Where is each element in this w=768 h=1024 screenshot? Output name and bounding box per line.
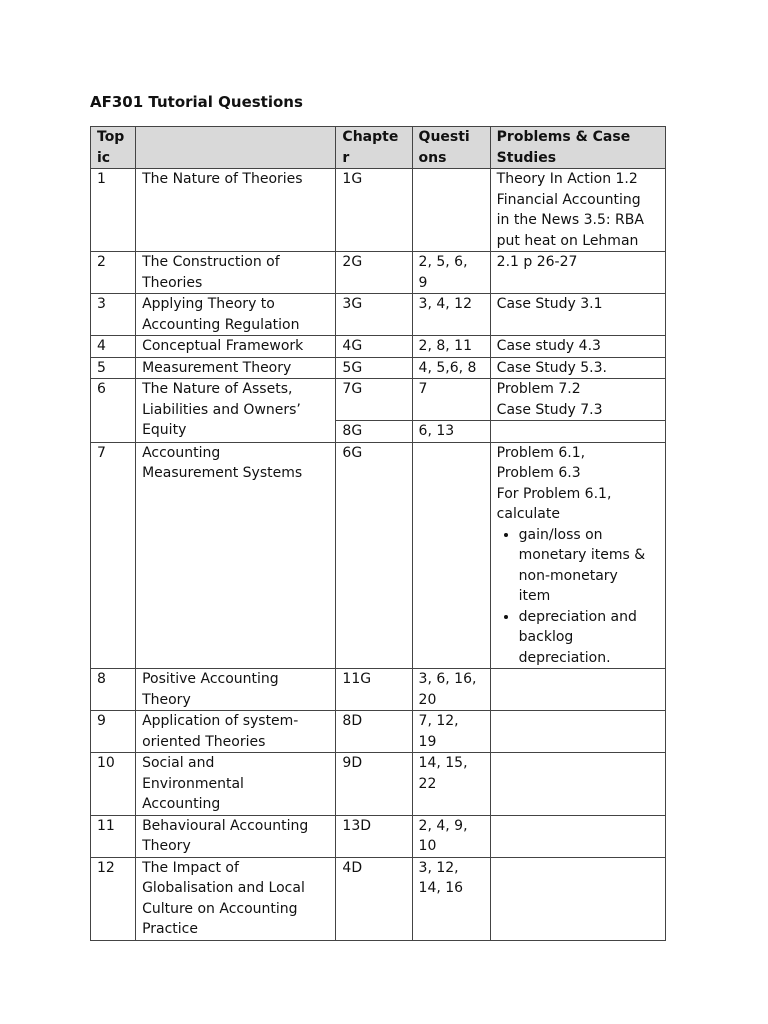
topic-name-line: Theories — [142, 274, 203, 291]
questions-line: 3, 4, 12 — [418, 296, 472, 312]
topic-name-line: Measurement Theory — [142, 359, 292, 376]
bullet-line: depreciation. — [518, 649, 611, 666]
questions-line: 3, 12, — [418, 859, 459, 876]
topic-name-cell — [136, 442, 336, 669]
questions-cell — [412, 669, 490, 711]
questions-cell — [412, 421, 490, 443]
topic-name-line: Accounting — [142, 796, 221, 812]
questions-cell — [412, 753, 490, 816]
header-name — [136, 127, 336, 169]
problems-bullet-item — [519, 525, 659, 607]
bullet-line: non-monetary — [518, 567, 618, 584]
chapter-cell: 7G — [336, 379, 412, 421]
topic-name-line: Equity — [142, 422, 187, 438]
topic-name-line: Applying Theory to — [142, 296, 275, 312]
table-header-row — [91, 127, 666, 169]
questions-line: 2, 5, 6, — [418, 254, 468, 270]
chapter-cell: 4G — [336, 336, 412, 358]
questions-line: 14, 16 — [418, 880, 464, 896]
topic-name-line: Measurement Systems — [142, 465, 303, 481]
tutorial-table — [90, 126, 666, 941]
questions-line: 20 — [418, 691, 437, 708]
questions-line: 2, 4, 9, — [418, 817, 468, 834]
table-row — [91, 169, 666, 252]
problems-line: Case study 4.3 — [496, 338, 601, 354]
questions-cell — [412, 294, 490, 336]
questions-cell — [412, 442, 490, 669]
questions-line: 6, 13 — [418, 423, 455, 439]
problems-line: For Problem 6.1, — [496, 485, 612, 502]
header-questions: Questi ons — [412, 127, 490, 169]
table-row — [91, 753, 666, 816]
topic-number-cell: 12 — [91, 857, 136, 940]
problems-line: Problem 6.1, — [496, 444, 586, 461]
topic-name-cell — [136, 753, 336, 816]
problems-cell — [490, 169, 665, 252]
header-chapter: Chapte r — [336, 127, 412, 169]
topic-name-line: Environmental — [142, 775, 244, 792]
questions-line: 7 — [418, 381, 428, 397]
questions-cell — [412, 252, 490, 294]
problems-line: in the News 3.5: RBA — [496, 212, 644, 228]
topic-number-cell: 9 — [91, 711, 136, 753]
table-row — [91, 669, 666, 711]
problems-line: Theory In Action 1.2 — [496, 171, 638, 187]
problems-cell — [490, 669, 665, 711]
questions-line: 4, 5,6, 8 — [418, 359, 477, 376]
topic-name-line: Accounting — [142, 444, 221, 461]
chapter-cell: 13D — [336, 815, 412, 857]
questions-cell — [412, 815, 490, 857]
chapter-cell: 3G — [336, 294, 412, 336]
topic-name-cell — [136, 857, 336, 940]
problems-line: calculate — [496, 506, 560, 522]
table-row — [91, 336, 666, 358]
topic-name-cell — [136, 815, 336, 857]
topic-name-line: Globalisation and Local — [142, 880, 305, 896]
topic-number-cell: 7 — [91, 442, 136, 669]
problems-cell — [490, 294, 665, 336]
questions-line: 22 — [418, 775, 437, 792]
topic-name-cell — [136, 379, 336, 443]
table-row — [91, 815, 666, 857]
topic-name-cell — [136, 357, 336, 379]
problems-line: Case Study 5.3. — [496, 359, 607, 376]
problems-bullet-item — [519, 607, 659, 669]
questions-cell — [412, 379, 490, 421]
problems-line: put heat on Lehman — [496, 232, 639, 249]
questions-line: 19 — [418, 733, 437, 750]
topic-name-line: The Nature of Assets, — [142, 381, 293, 397]
topic-name-line: The Impact of — [142, 859, 239, 876]
topic-number-cell: 2 — [91, 252, 136, 294]
bullet-line: monetary items & — [518, 547, 646, 563]
problems-line: Problem 6.3 — [496, 465, 581, 481]
topic-name-line: Theory — [142, 838, 191, 854]
bullet-line: • depreciation and — [518, 608, 637, 625]
topic-name-line: Social and — [142, 755, 215, 771]
topic-name-line: oriented Theories — [142, 733, 266, 750]
table-row — [91, 442, 666, 669]
problems-line: Case Study 7.3 — [496, 401, 603, 418]
table-row — [91, 252, 666, 294]
problems-line: Financial Accounting — [496, 191, 641, 208]
topic-name-line: Behavioural Accounting — [142, 817, 309, 834]
bullet-line: backlog — [518, 629, 574, 645]
questions-cell — [412, 336, 490, 358]
topic-number-cell: 10 — [91, 753, 136, 816]
problems-cell — [490, 336, 665, 358]
questions-cell — [412, 357, 490, 379]
document-title: AF301 Tutorial Questions — [90, 93, 303, 111]
header-problems: Problems & Case Studies — [490, 127, 665, 169]
table-body — [91, 169, 666, 941]
questions-cell — [412, 169, 490, 252]
table-row — [91, 711, 666, 753]
questions-line: 9 — [418, 274, 428, 291]
topic-name-cell — [136, 669, 336, 711]
problems-cell — [490, 815, 665, 857]
questions-cell — [412, 711, 490, 753]
problems-cell — [490, 421, 665, 443]
questions-line: 10 — [418, 838, 437, 854]
chapter-cell: 9D — [336, 753, 412, 816]
table-row — [91, 857, 666, 940]
topic-name-line: Conceptual Framework — [142, 338, 304, 354]
topic-name-cell — [136, 169, 336, 252]
topic-number-cell: 3 — [91, 294, 136, 336]
questions-line: 3, 6, 16, — [418, 671, 477, 687]
problems-line: 2.1 p 26-27 — [496, 254, 578, 270]
topic-name-cell — [136, 336, 336, 358]
chapter-cell: 1G — [336, 169, 412, 252]
problems-line: Problem 7.2 — [496, 381, 581, 397]
chapter-cell: 6G — [336, 442, 412, 669]
chapter-cell: 8G — [336, 421, 412, 443]
chapter-cell: 4D — [336, 857, 412, 940]
table-row — [91, 294, 666, 336]
questions-cell — [412, 857, 490, 940]
topic-name-cell — [136, 711, 336, 753]
problems-cell — [490, 857, 665, 940]
questions-line: 2, 8, 11 — [418, 338, 472, 354]
topic-number-cell: 4 — [91, 336, 136, 358]
chapter-cell: 2G — [336, 252, 412, 294]
topic-name-line: Culture on Accounting — [142, 900, 298, 917]
topic-name-line: Practice — [142, 921, 198, 937]
problems-cell — [490, 753, 665, 816]
topic-number-cell: 11 — [91, 815, 136, 857]
questions-line: 7, 12, — [418, 713, 459, 729]
topic-name-line: The Construction of — [142, 254, 280, 270]
problems-cell — [490, 357, 665, 379]
bullet-line: • gain/loss on — [518, 526, 603, 543]
table-row — [91, 357, 666, 379]
chapter-cell: 8D — [336, 711, 412, 753]
header-topic: Top ic — [91, 127, 136, 169]
topic-name-line: Application of system- — [142, 713, 299, 729]
bullet-line: item — [518, 588, 551, 604]
problems-cell — [490, 252, 665, 294]
topic-number-cell: 8 — [91, 669, 136, 711]
topic-name-cell — [136, 252, 336, 294]
topic-name-line: Theory — [142, 691, 191, 708]
topic-number-cell: 5 — [91, 357, 136, 379]
topic-name-cell — [136, 294, 336, 336]
questions-line: 14, 15, — [418, 755, 468, 771]
table-row — [91, 379, 666, 421]
chapter-cell: 5G — [336, 357, 412, 379]
problems-bullet-list — [497, 525, 659, 669]
topic-name-line: Positive Accounting — [142, 671, 279, 687]
problems-line: Case Study 3.1 — [496, 296, 603, 312]
topic-name-line: Liabilities and Owners’ — [142, 401, 301, 418]
problems-cell — [490, 379, 665, 421]
topic-number-cell: 6 — [91, 379, 136, 443]
topic-name-line: The Nature of Theories — [142, 171, 303, 187]
problems-cell — [490, 711, 665, 753]
topic-number-cell: 1 — [91, 169, 136, 252]
problems-cell — [490, 442, 665, 669]
topic-name-line: Accounting Regulation — [142, 316, 300, 333]
chapter-cell: 11G — [336, 669, 412, 711]
